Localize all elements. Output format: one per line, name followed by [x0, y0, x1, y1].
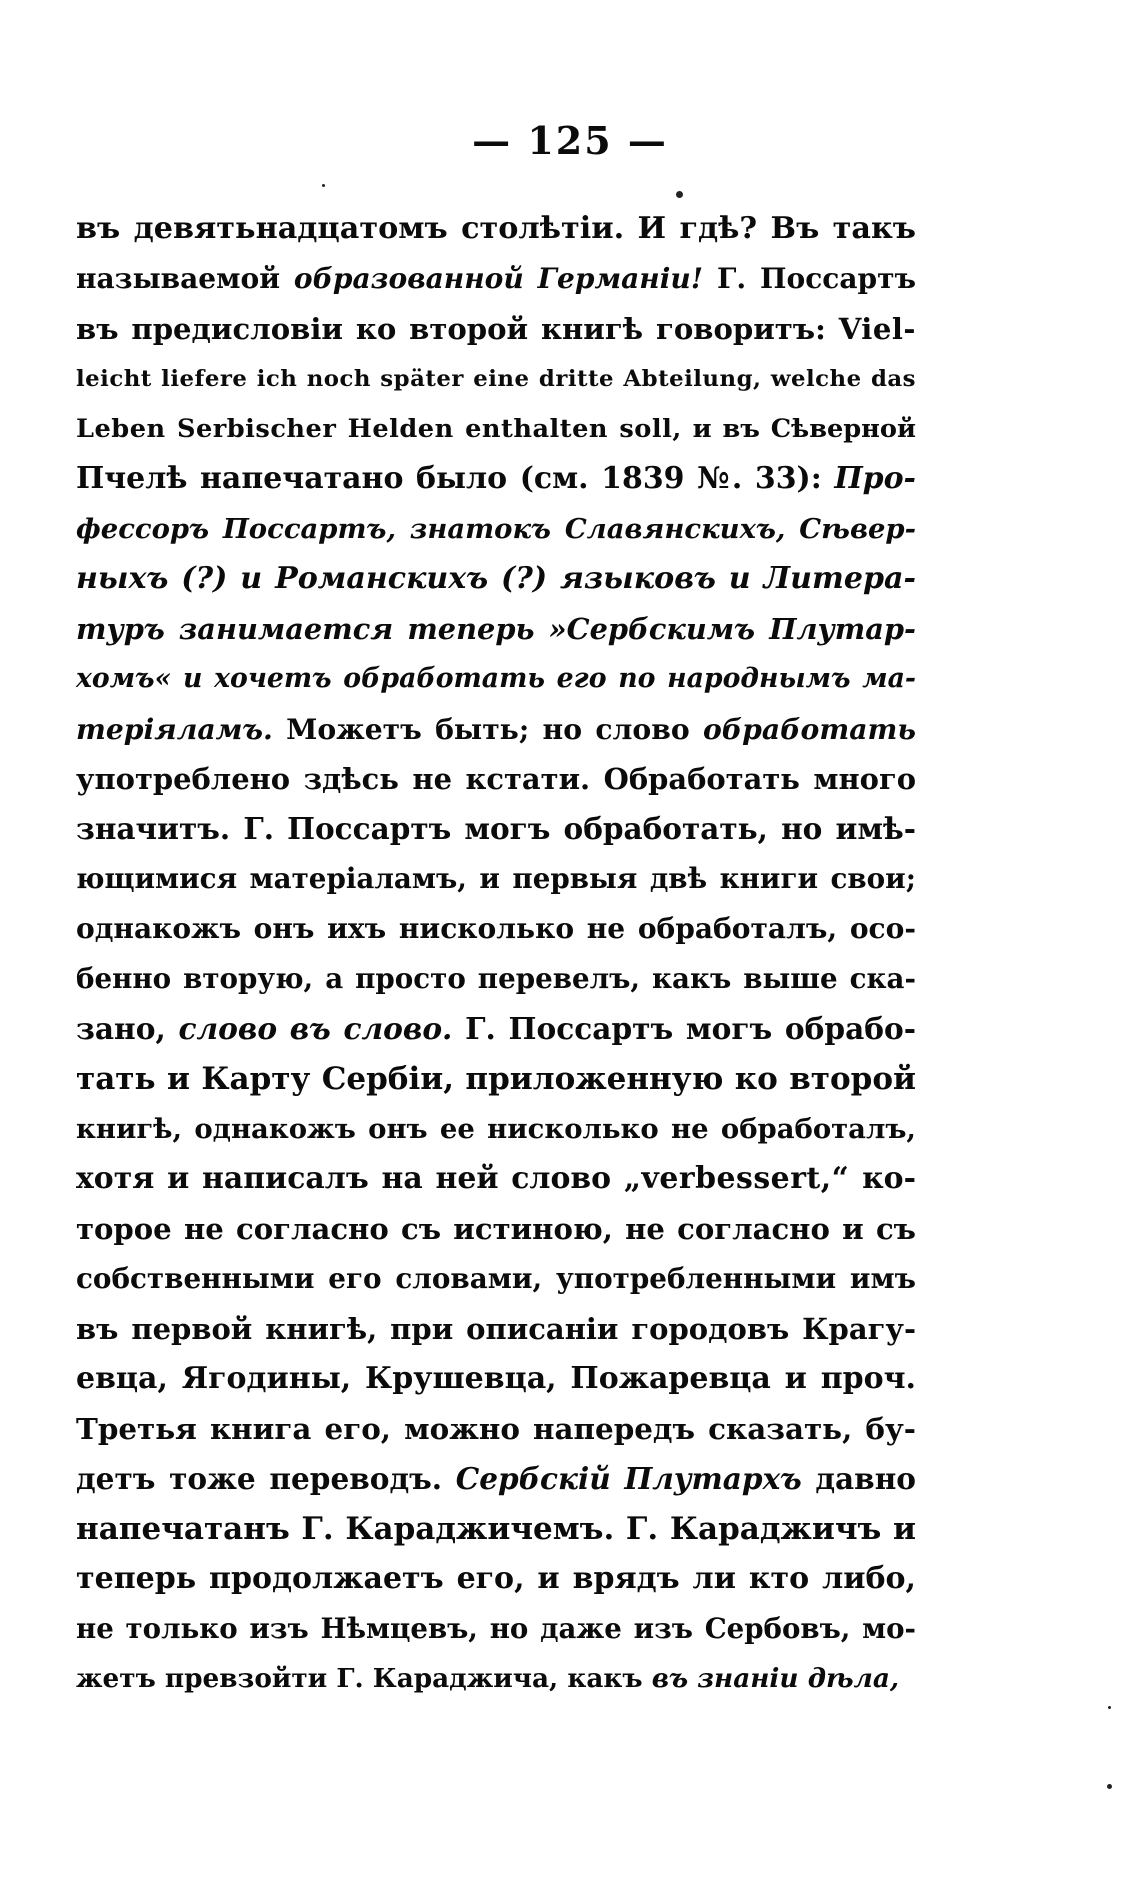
text-line [76, 1054, 916, 1104]
text-line [76, 1254, 916, 1304]
italic-text: обработать [702, 712, 916, 746]
text-line [76, 654, 916, 704]
text-line [76, 1554, 916, 1604]
text-line [76, 1404, 916, 1454]
text-line [76, 1654, 916, 1704]
text-line [76, 1604, 916, 1654]
ink-speck [676, 191, 683, 198]
text-line [76, 904, 916, 954]
text-segment: Г. Поссартъ могъ обрабо- [452, 1011, 916, 1046]
text-line [76, 504, 916, 554]
text-segment: называемой [76, 262, 294, 295]
text-line [76, 1304, 916, 1354]
text-line [76, 854, 916, 904]
page-number: — 125 — [472, 118, 668, 163]
text-segment: давно [801, 1461, 917, 1496]
text-line [76, 1454, 916, 1504]
text-line [76, 1504, 916, 1554]
text-line [76, 604, 916, 654]
text-line [76, 754, 916, 804]
italic-text: ныхъ (?) и Романскихъ (?) языковъ и Литера- [76, 561, 916, 596]
german-text: „verbessert,“ [623, 1161, 850, 1196]
italic-text: образованной Германіи! [293, 262, 704, 295]
ink-speck [322, 184, 325, 187]
italic-text: хомъ« и хочетъ обработать его по народнымъ ма- [76, 663, 916, 694]
text-segment: значитъ. Г. Поссартъ могъ обработать, но имѣ- [76, 811, 916, 846]
text-line [76, 1204, 916, 1254]
text-segment: Можетъ быть; но слово [272, 712, 703, 746]
german-text: Leben Serbischer Helden enthalten soll, [76, 414, 682, 444]
text-line [76, 554, 916, 604]
text-line [76, 1154, 916, 1204]
text-segment: торое не согласно съ истиною, не согласно и съ [76, 1212, 916, 1246]
text-segment: въ предисловіи ко второй книгѣ говоритъ: [76, 312, 839, 346]
text-segment: не только изъ Нѣмцевъ, но даже изъ Сербовъ, мо- [76, 1612, 916, 1645]
text-segment: напечатанъ Г. Караджичемъ. Г. Караджичъ и [76, 1511, 916, 1547]
text-segment: тать и Карту Сербіи, приложенную ко второй [76, 1061, 916, 1097]
text-segment: жетъ превзойти Г. Караджича, какъ [76, 1663, 652, 1694]
text-line [76, 354, 916, 404]
text-segment: и въ Сѣверной [681, 414, 917, 444]
text-segment: ющимися матеріаламъ, и первыя двѣ книги свои; [76, 862, 916, 895]
text-line [76, 1104, 916, 1154]
text-line [76, 304, 916, 354]
text-segment: въ первой книгѣ, при описаніи городовъ Крагу- [76, 1312, 916, 1346]
text-segment: детъ тоже переводъ. [76, 1461, 456, 1496]
ink-speck [1107, 1784, 1112, 1789]
text-line [76, 1004, 916, 1054]
text-line [76, 1354, 916, 1404]
text-line [76, 454, 916, 504]
text-line [76, 204, 916, 254]
text-segment: Третья книга его, можно напередъ сказать, бу- [76, 1411, 916, 1446]
italic-text: Про- [834, 461, 916, 496]
german-text: leicht liefere ich noch später eine dritte Abteilung, welche das [76, 366, 916, 392]
text-line [76, 704, 916, 754]
text-segment: ко- [849, 1161, 916, 1196]
text-segment: въ девятьнадцатомъ столѣтіи. И гдѣ? Въ такъ [76, 211, 916, 246]
text-segment: Г. Поссартъ [703, 262, 916, 295]
text-line [76, 954, 916, 1004]
italic-text: фессоръ Поссартъ, знатокъ Славянскихъ, Сѣвер- [76, 513, 916, 545]
text-segment: книгѣ, однакожъ онъ ее нисколько не обработалъ, [76, 1113, 916, 1145]
text-segment: однакожъ онъ ихъ нисколько не обработалъ, осо- [76, 912, 916, 945]
italic-text: слово въ слово. [178, 1011, 453, 1046]
german-text: Viel- [838, 312, 916, 346]
text-segment: теперь продолжаетъ его, и врядъ ли кто либо, [76, 1561, 916, 1596]
text-segment: хотя и написалъ на ней слово [76, 1161, 624, 1196]
text-line [76, 254, 916, 304]
text-segment: бенно вторую, а просто перевелъ, какъ выше ска- [76, 962, 916, 995]
text-segment: евца, Ягодины, Крушевца, Пожаревца и проч. [76, 1361, 916, 1396]
italic-text: въ знаніи дѣла, [651, 1663, 900, 1694]
body-text [76, 204, 916, 1704]
text-segment: собственными его словами, употребленными имъ [76, 1262, 916, 1295]
text-segment: Пчелѣ напечатано было (см. 1839 №. 33): [76, 461, 835, 496]
italic-text: теріяламъ. [76, 712, 273, 746]
text-segment: зано, [76, 1011, 179, 1046]
text-line [76, 804, 916, 854]
ink-speck [1108, 1706, 1111, 1709]
text-line [76, 404, 916, 454]
italic-text: Сербскій Плутархъ [455, 1461, 802, 1496]
italic-text: туръ занимается теперь »Сербскимъ Плутар- [76, 612, 916, 646]
text-segment: употреблено здѣсь не кстати. Обработать много [76, 762, 916, 796]
